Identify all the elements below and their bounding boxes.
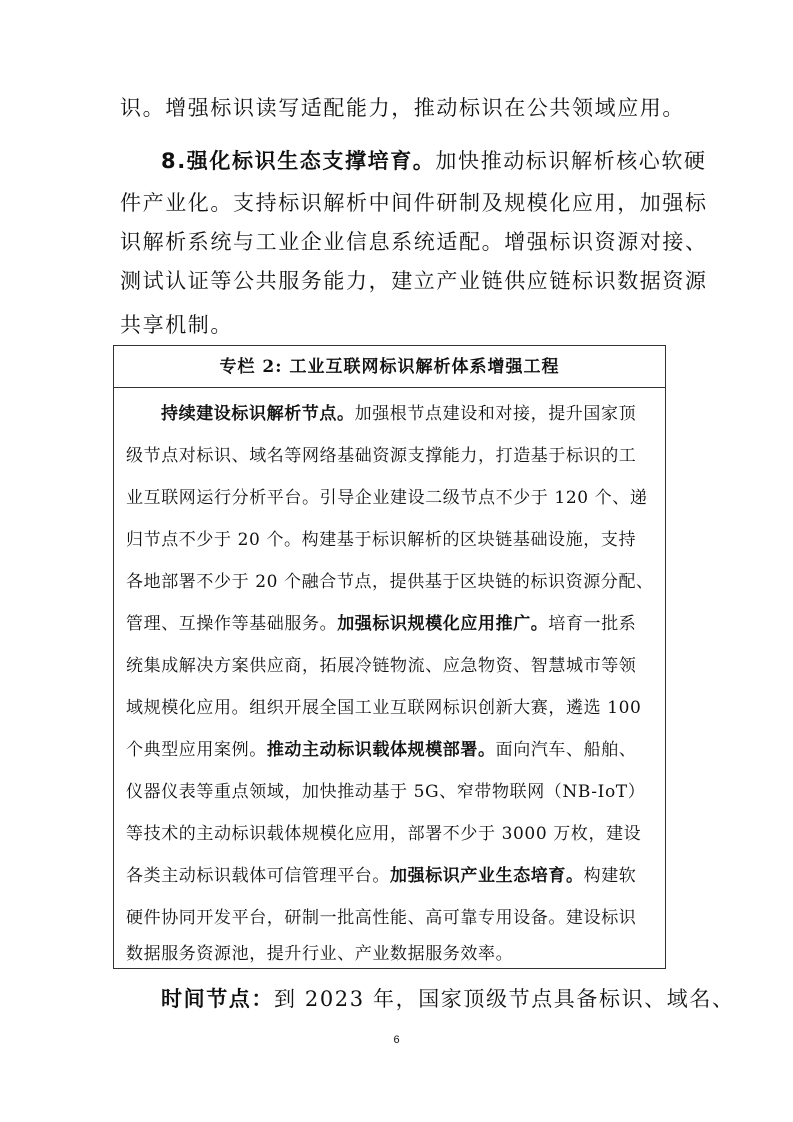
box-line bbox=[126, 611, 636, 637]
box-bold-heading: 推动主动标识载体规模部署。 bbox=[266, 740, 496, 760]
page-number: 6 bbox=[393, 1034, 400, 1046]
box-text: 面向汽车、船舶、 bbox=[495, 740, 637, 760]
box-line: 统集成解决方案供应商，拓展冷链物流、应急物资、智慧城市等领 bbox=[126, 656, 637, 676]
box-line: 归节点不少于 20 个。构建基于标识解析的区块链基础设施，支持 bbox=[126, 530, 637, 550]
section-8-line: 识解析系统与工业企业信息系统适配。增强标识资源对接、 bbox=[120, 230, 708, 254]
box-text: 构建软 bbox=[583, 866, 637, 886]
box-line bbox=[161, 401, 636, 427]
box-line bbox=[126, 737, 636, 763]
column-box bbox=[113, 345, 666, 969]
box-line: 级节点对标识、域名等网络基础资源支撑能力，打造基于标识的工 bbox=[126, 446, 637, 466]
section-8-line: 件产业化。支持标识解析中间件研制及规模化应用，加强标 bbox=[120, 191, 708, 215]
box-line: 硬件协同开发平台，研制一批高性能、高可靠专用设备。建设标识 bbox=[126, 908, 637, 928]
box-line: 域规模化应用。组织开展全国工业互联网标识创新大赛，遴选 100 bbox=[126, 698, 642, 718]
timeline-heading: 时间节点： bbox=[161, 987, 274, 1011]
intro-line: 识。增强标识读写适配能力，推动标识在公共领域应用。 bbox=[120, 96, 685, 120]
box-line: 各地部署不少于 20 个融合节点，提供基于区块链的标识资源分配、 bbox=[126, 572, 654, 592]
box-bold-heading: 持续建设标识解析节点。 bbox=[161, 404, 355, 424]
timeline-text: 到 2023 年，国家顶级节点具备标识、域名、 bbox=[274, 987, 735, 1011]
timeline-line bbox=[161, 984, 735, 1014]
box-line: 业互联网运行分析平台。引导企业建设二级节点不少于 120 个、递 bbox=[126, 488, 648, 508]
box-text: 加强根节点建设和对接，提升国家顶 bbox=[354, 404, 637, 424]
box-text: 个典型应用案例。 bbox=[126, 740, 267, 760]
box-bold-heading: 加强标识规模化应用推广。 bbox=[337, 614, 549, 634]
box-bold-heading: 加强标识产业生态培育。 bbox=[390, 866, 584, 886]
box-text: 管理、互操作等基础服务。 bbox=[126, 614, 338, 634]
column-box-title: 专栏 2: 工业互联网标识解析体系增强工程 bbox=[114, 346, 665, 388]
box-line: 仪器仪表等重点领域，加快推动基于 5G、窄带物联网（NB-IoT） bbox=[126, 782, 646, 802]
box-text: 培育一批系 bbox=[548, 614, 637, 634]
box-line: 等技术的主动标识载体规模化应用，部署不少于 3000 万枚，建设 bbox=[126, 824, 642, 844]
section-8-line: 共享机制。 bbox=[120, 313, 233, 337]
box-line bbox=[126, 863, 636, 889]
box-text: 各类主动标识载体可信管理平台。 bbox=[126, 866, 390, 886]
section-8-heading: 8.强化标识生态支撑培育。 bbox=[161, 149, 436, 173]
section-8-text: 加快推动标识解析核心软硬 bbox=[435, 149, 707, 173]
box-line: 数据服务资源池，提升行业、产业数据服务效率。 bbox=[126, 944, 514, 964]
section-8-first-line bbox=[161, 146, 707, 176]
section-8-line: 测试认证等公共服务能力，建立产业链供应链标识数据资源 bbox=[120, 269, 708, 293]
